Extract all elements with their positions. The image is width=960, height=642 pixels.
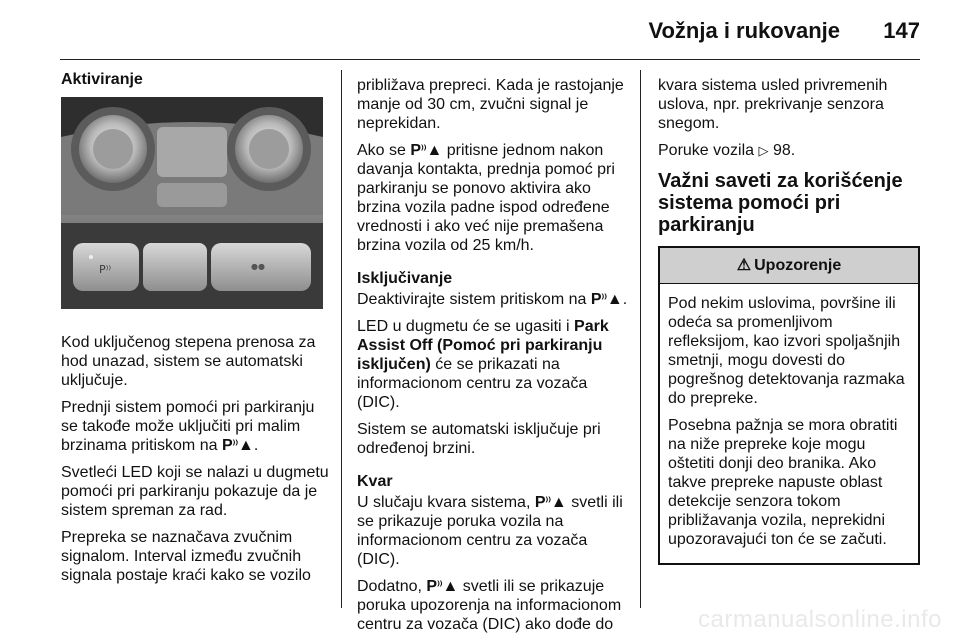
text-span: Deaktivirajte sistem pritiskom na <box>357 291 591 308</box>
section-heading-fault: Kvar <box>357 473 393 490</box>
paragraph <box>357 141 629 255</box>
column-divider <box>341 70 342 608</box>
park-assist-icon: P⁾⁾▲ <box>590 291 623 308</box>
svg-text:P⁾⁾: P⁾⁾ <box>99 263 112 276</box>
text-span: 98. <box>768 142 796 159</box>
column-2 <box>357 76 629 642</box>
column-3 <box>658 76 923 565</box>
text-span: U slučaju kvara sistema, <box>357 494 535 511</box>
header-title: Vožnja i rukovanje <box>648 18 840 43</box>
warning-box <box>658 246 920 565</box>
park-assist-icon: P⁾⁾▲ <box>426 578 459 595</box>
page-header <box>60 14 920 60</box>
text-span: Dodatno, <box>357 578 427 595</box>
paragraph: Svetleći LED koji se nalazi u dugmetu pomoći pri parkiranju pokazuje da je sistem spreman za rad. <box>61 464 329 519</box>
warning-title: Upozorenje <box>754 257 842 274</box>
paragraph: Prepreka se naznačava zvučnim signalom. Interval između zvučnih signala postaje kraći kako se vozilo <box>61 529 311 584</box>
text-span: svetli ili se prikazuje poruka upozorenja na informacionom centru za vozača (DIC) ako dođe do <box>357 578 622 633</box>
text-span: LED u dugmetu će se ugasiti i <box>357 318 575 335</box>
warning-triangle-icon: ⚠ <box>736 257 752 274</box>
text-span: . <box>622 291 628 308</box>
paragraph <box>357 493 629 569</box>
paragraph: Sistem se automatski isključuje pri određenoj brzini. <box>357 421 601 457</box>
section-heading-activation: Aktiviranje <box>61 71 143 88</box>
watermark: carmanualsonline.info <box>698 606 942 633</box>
column-divider <box>640 70 641 608</box>
park-assist-icon: P⁾⁾▲ <box>410 142 443 159</box>
text-span: pritisne jednom nakon davanja kontakta, prednja pomoć pri parkiranju se ponovo aktivira ako brzina vozila padne ispod određene vrednosti i ako već nije premašena brzina vozila od 25 km/h. <box>357 142 615 254</box>
warning-paragraph: Pod nekim uslovima, površine ili odeća sa promenljivom refleksijom, kao izvori spoljašnjih smetnji, mogu dovesti do pogrešnog detektovanja razmaka do prepreke. <box>668 295 905 407</box>
paragraph <box>357 290 629 309</box>
dic-message-name: Park Assist Off (Pomoć pri parkiranju isključen) <box>357 318 609 373</box>
section-heading-deactivation: Isključivanje <box>357 270 453 287</box>
paragraph <box>357 317 629 412</box>
park-assist-icon: P⁾⁾▲ <box>221 437 254 454</box>
paragraph: Kod uključenog stepena prenosa za hod unazad, sistem se automatski uključuje. <box>61 334 316 389</box>
text-span: svetli ili se prikazuje poruka vozila na informacionom centru za vozača (DIC). <box>357 494 623 568</box>
text-span: . <box>253 437 259 454</box>
paragraph <box>61 398 331 455</box>
dashboard-button-photo <box>61 97 323 309</box>
section-heading-tips: Važni saveti za korišćenje sistema pomoći pri parkiranju <box>658 170 903 236</box>
paragraph: približava prepreci. Kada je rastojanje manje od 30 cm, zvučni signal je neprekidan. <box>357 77 624 132</box>
page-number: 147 <box>883 18 920 43</box>
paragraph <box>658 141 923 160</box>
paragraph: kvara sistema usled privremenih uslova, npr. prekrivanje senzora snegom. <box>658 77 888 132</box>
warning-header <box>660 248 918 284</box>
page-reference-arrow-icon: ▷ <box>758 143 769 158</box>
text-span: Poruke vozila <box>658 142 759 159</box>
park-assist-icon: P⁾⁾▲ <box>534 494 567 511</box>
text-span: Ako se <box>357 142 411 159</box>
warning-body <box>660 284 918 563</box>
text-span: će se prikazati na informacionom centru za vozača (DIC). <box>357 356 588 411</box>
column-1 <box>61 70 331 593</box>
svg-text:●●: ●● <box>251 262 265 271</box>
paragraph <box>357 577 629 634</box>
text-span: Prednji sistem pomoći pri parkiranju se takođe može uključiti pri malim brzinama pritiskom na <box>61 399 315 454</box>
warning-paragraph: Posebna pažnja se mora obratiti na niže prepreke koje mogu oštetiti donji deo branika. Ako takve prepreke napuste oblast detekcije senzora tokom približavanja vozila, neprekidni upozoravajući ton će se začuti. <box>668 417 898 548</box>
